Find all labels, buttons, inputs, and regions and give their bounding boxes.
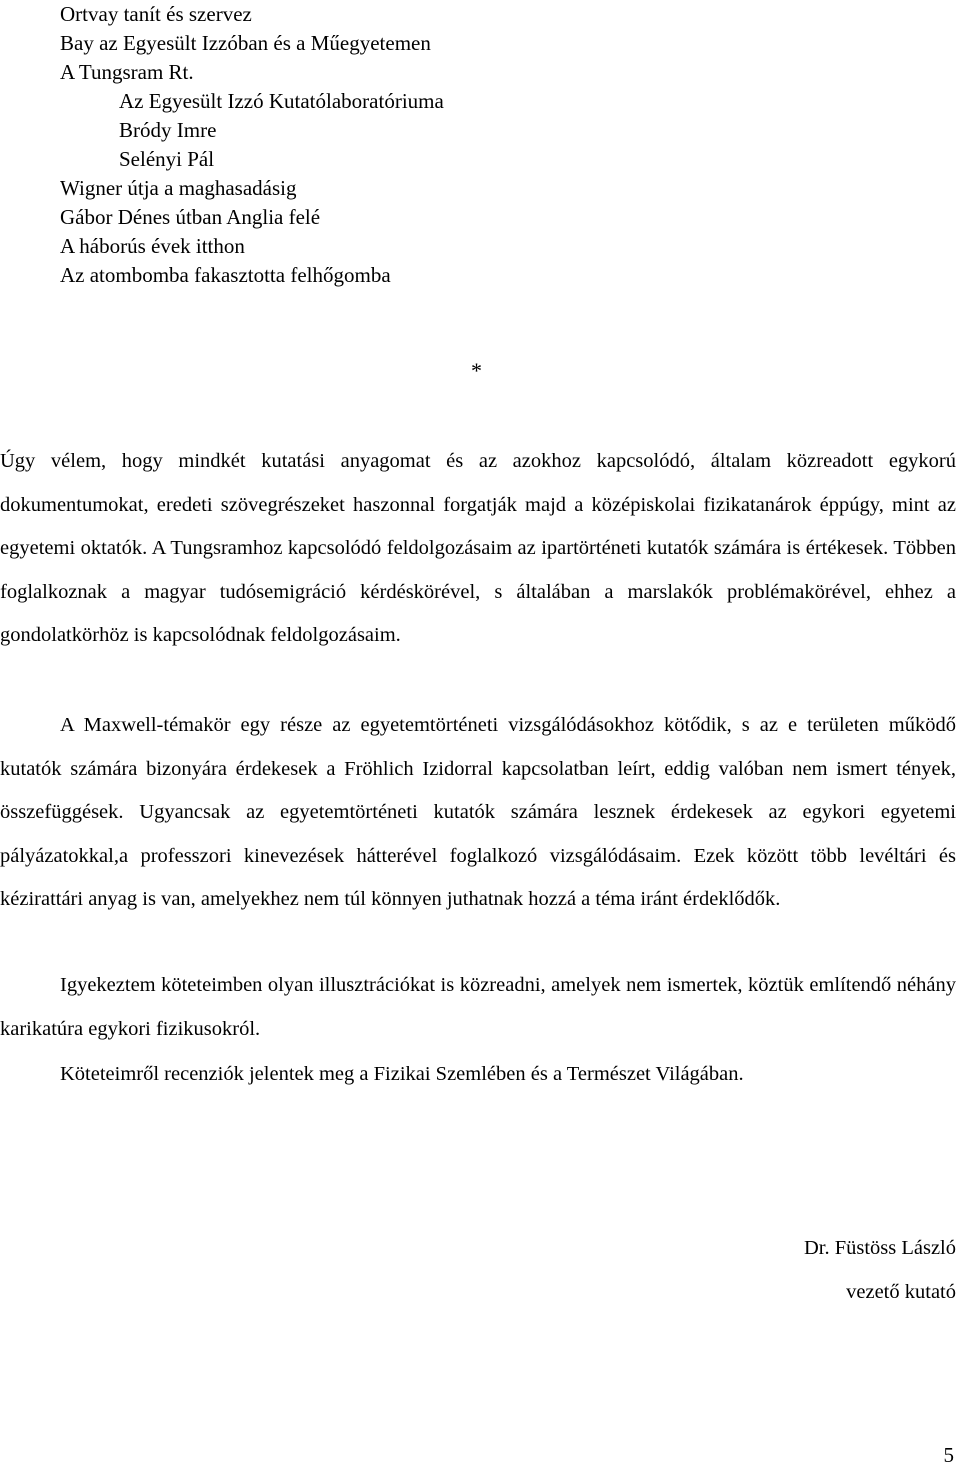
signature-block: [804, 1227, 956, 1314]
signature-title: vezető kutató: [846, 1280, 956, 1303]
contents-item: A Tungsram Rt.: [60, 60, 194, 84]
paragraph-1: Úgy vélem, hogy mindkét kutatási anyagomat és az azokhoz kapcsolódó, általam közreadott egykorú dokumentumokat, eredeti szövegrészeket haszonnal forgatják majd a középiskolai fizikatanárok éppúgy, mint az egyetemi oktatók. A Tungsramhoz kapcsolódó feldolgozásaim az ipartörténeti kutatók számára is értékesek. Többen foglalkoznak a magyar tudósemigráció kérdéskörével, s általában a marslakók problémakörével, ehhez a gondolatkörhöz is kapcsolódnak feldolgozásaim.: [0, 450, 956, 646]
contents-item: Bay az Egyesült Izzóban és a Műegyetemen: [60, 31, 431, 55]
paragraph-3: Igyekeztem köteteimben olyan illusztrációkat is közreadni, amelyek nem ismertek, köztük említendő néhány karikatúra egykori fizikusokról.: [0, 974, 956, 1040]
paragraph-2: A Maxwell-témakör egy része az egyetemtörténeti vizsgálódásokhoz kötődik, s az e területen működő kutatók számára bizonyára érdekesek a Fröhlich Izidorral kapcsolatban leírt, eddig valóban nem ismert tények, összefüggések. Ugyancsak az egyetemtörténeti kutatók számára lesznek érdekesek az egykori egyetemi pályázatokkal,a professzori kinevezések hátterével foglalkozó vizsgálódásaim. Ezek között több levéltári és kézirattári anyag is van, amelyekhez nem túl könnyen juthatnak hozzá a téma iránt érdeklődők.: [0, 714, 956, 910]
contents-item: Gábor Dénes útban Anglia felé: [60, 205, 321, 229]
contents-item: Wigner útja a maghasadásig: [60, 176, 297, 200]
section-separator: *: [471, 358, 482, 383]
page-number: 5: [943, 1443, 954, 1467]
contents-item: Az atombomba fakasztotta felhőgomba: [60, 263, 391, 287]
contents-subitem: Selényi Pál: [119, 147, 215, 171]
contents-list: [60, 0, 444, 290]
contents-item: Ortvay tanít és szervez: [60, 2, 252, 26]
signature-name: Dr. Füstöss László: [803, 1237, 956, 1259]
contents-subitem: Az Egyesült Izzó Kutatólaboratóriuma: [119, 89, 444, 113]
paragraph-4: Köteteimről recenziók jelentek meg a Fizikai Szemlében és a Természet Világában.: [60, 1063, 744, 1085]
contents-item: A háborús évek itthon: [60, 234, 245, 258]
contents-subitem: Bródy Imre: [119, 118, 217, 142]
